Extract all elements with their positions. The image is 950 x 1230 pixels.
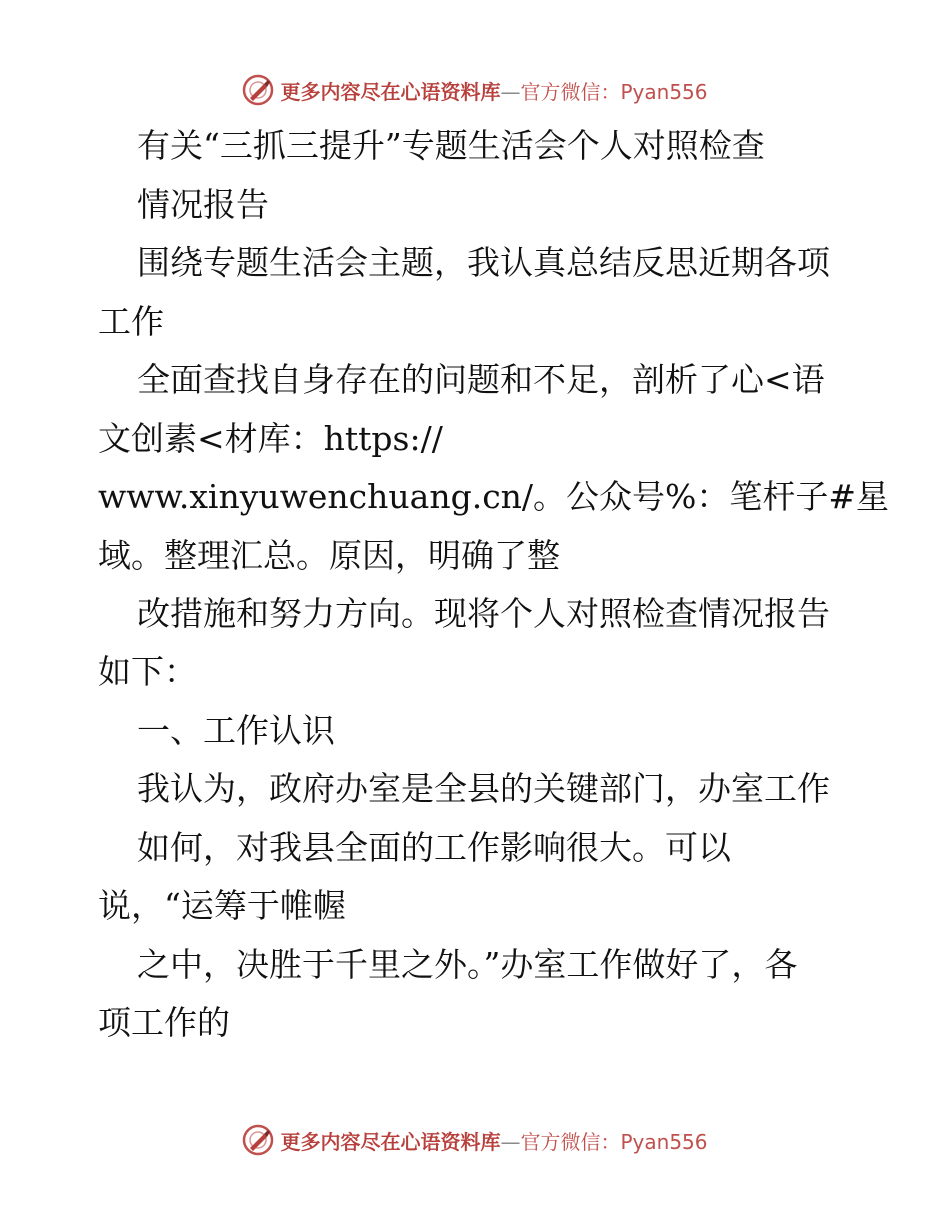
body-line: 之中，决胜于千里之外。”办室工作做好了，各 bbox=[137, 945, 798, 984]
body-line: www.xinyuwenchuang.cn/。公众号%：笔杆子#星 bbox=[98, 477, 890, 516]
body-line: 围绕专题生活会主题，我认真总结反思近期各项 bbox=[137, 243, 830, 282]
body-line: 改措施和努力方向。现将个人对照检查情况报告 bbox=[137, 594, 830, 633]
banner-wechat-id: Pyan556 bbox=[620, 1129, 708, 1154]
banner-brand: 更多内容尽在心语资料库 bbox=[280, 79, 501, 104]
header-banner-text bbox=[280, 76, 707, 105]
banner-separator: — bbox=[500, 79, 521, 104]
body-line: 如下： bbox=[98, 652, 197, 691]
body-line: 文创素<材库：https:// bbox=[98, 419, 443, 458]
body-line: 项工作的 bbox=[98, 1003, 230, 1042]
pen-logo-icon bbox=[242, 74, 274, 106]
header-banner bbox=[0, 70, 950, 110]
body-line: 如何，对我县全面的工作影响很大。可以 bbox=[137, 828, 731, 867]
banner-brand: 更多内容尽在心语资料库 bbox=[280, 1129, 501, 1154]
section-heading: 一、工作认识 bbox=[137, 711, 335, 750]
body-line: 情况报告 bbox=[137, 185, 269, 224]
body-line: 全面查找自身存在的问题和不足，剖析了心<语 bbox=[137, 360, 825, 399]
body-line: 有关“三抓三提升”专题生活会个人对照检查 bbox=[137, 126, 765, 165]
footer-banner-text bbox=[280, 1126, 707, 1155]
body-line: 我认为，政府办室是全县的关键部门，办室工作 bbox=[137, 769, 830, 808]
banner-wechat-label: 官方微信： bbox=[520, 79, 621, 104]
body-line: 工作 bbox=[98, 302, 164, 341]
pen-logo-icon bbox=[242, 1124, 274, 1156]
body-line: 域。整理汇总。原因，明确了整 bbox=[98, 536, 560, 575]
body-line: 说，“运筹于帷幄 bbox=[98, 886, 346, 925]
banner-wechat-label: 官方微信： bbox=[520, 1129, 621, 1154]
footer-banner bbox=[0, 1120, 950, 1160]
banner-wechat-id: Pyan556 bbox=[620, 79, 708, 104]
banner-separator: — bbox=[500, 1129, 521, 1154]
